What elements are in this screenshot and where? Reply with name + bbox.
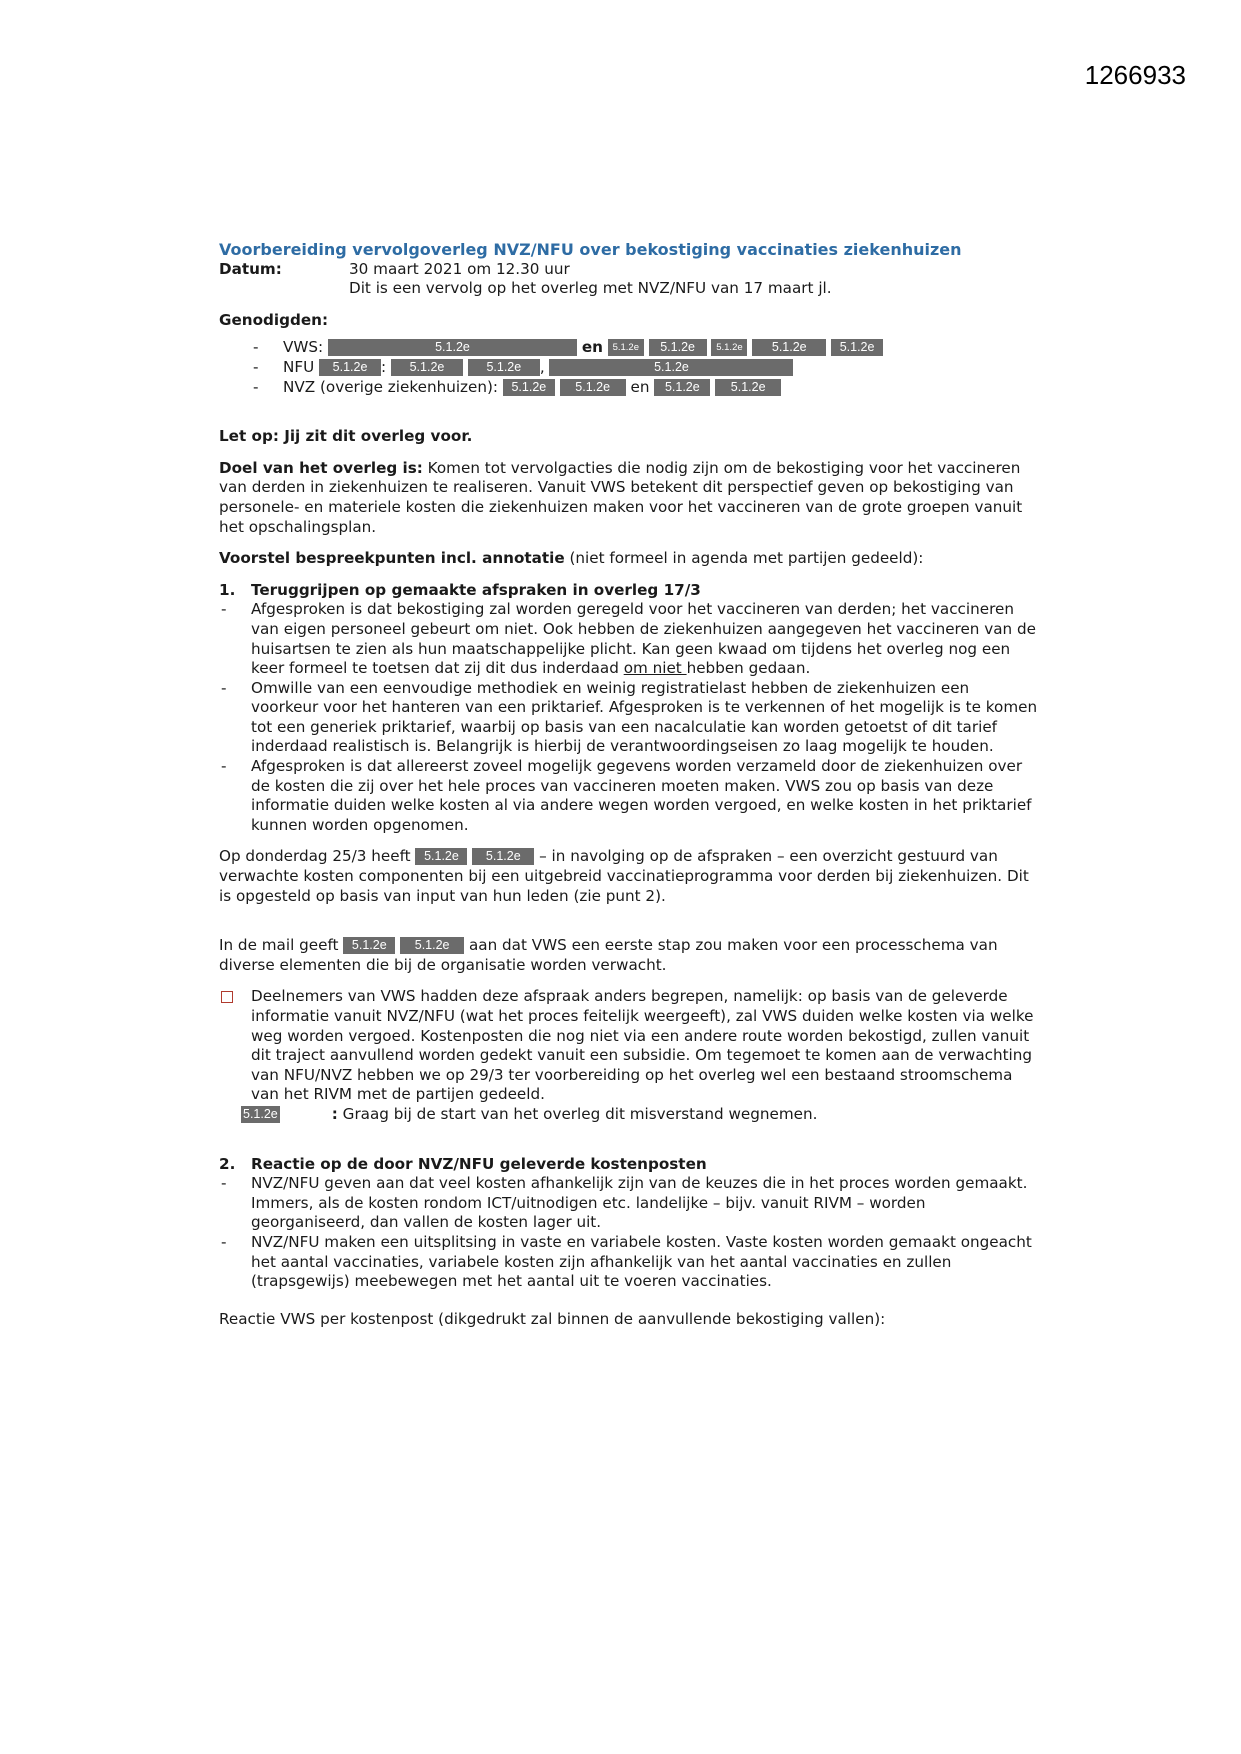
datum-row [219,260,1039,280]
redaction-box: 5.1.2e [831,339,883,356]
redaction-box: 5.1.2e [560,379,626,396]
redaction-box: 5.1.2e [715,379,781,396]
genodigde-nfu: - NFU 5.1.2e : 5.1.2e 5.1.2e , 5.1.2e [251,358,1039,378]
redaction-box: 5.1.2e [415,848,467,865]
redaction-box: 5.1.2e [391,359,463,376]
donderdag-paragraph: Op donderdag 25/3 heeft 5.1.2e 5.1.2e – in navolging op de afspraken – een overzicht gestuurd van verwachte kosten componenten bij een uitgebreid vaccinatieprogramma voor derden bij ziekenhuizen. Dit is opgesteld op basis van input van hun leden (zie punt 2). [219,847,1029,905]
list-item: - Afgesproken is dat bekostiging zal worden geregeld voor het vaccineren van derden; het vaccineren van eigen personeel gebeurt om niet. Ook hebben de ziekenhuizen aangegeven het vaccineren van de huisartsen te zien als hun maatschappelijke plicht. Kan geen kwaad om tijdens het overleg nog een keer formeel te toetsen dat zij dit dus inderdaad om niet hebben gedaan. [219,600,1039,678]
document-number: 1266933 [1084,60,1186,90]
redaction-box: 5.1.2e [468,359,540,376]
redaction-box: 5.1.2e [649,339,707,356]
let-op-note: Let op: Jij zit dit overleg voor. [219,427,473,446]
list-item: - Afgesproken is dat allereerst zoveel mogelijk gegevens worden verzameld door de ziekenhuizen over de kosten die zij over het hele proces van vaccineren moeten maken. VWS zou op basis van deze informatie duiden welke kosten al via andere wegen worden vergoed, en welke kosten in het priktarief kunnen worden opgenomen. [219,757,1039,835]
redaction-box: 5.1.2e [503,379,555,396]
genodigde-nvz: - NVZ (overige ziekenhuizen): 5.1.2e 5.1.2e en 5.1.2e 5.1.2e [251,378,1039,398]
genodigden-list [219,338,1039,397]
document-title: Voorbereiding vervolgoverleg NVZ/NFU over bekostiging vaccinaties ziekenhuizen [219,240,962,259]
redaction-box: 5.1.2e [608,339,644,356]
list-item: - NVZ/NFU geven aan dat veel kosten afhankelijk zijn van de keuzes die in het proces worden gemaakt. Immers, als de kosten rondom ICT/uitnodigen etc. landelijke – bijv. vanuit RIVM – worden georganiseerd, dan vallen de kosten lager uit. [219,1174,1039,1233]
misverstand-item: Deelnemers van VWS hadden deze afspraak anders begrepen, namelijk: op basis van de geleverde informatie vanuit NVZ/NFU (wat het proces feitelijk weergeeft), zal VWS duiden welke kosten via welke weg worden vergoed. Kostenposten die nog niet via een andere route worden bekostigd, zullen vanuit dit traject aanvullend worden gedekt vanuit een subsidie. Om tegemoet te komen aan de verwachting van NFU/NVZ hebben we op 29/3 ter voorbereiding op het overleg wel een bestaand stroomschema van het RIVM met de partijen gedeeld. 5.1.2e : Graag bij de start van het overleg dit misverstand wegnemen. [219,987,1039,1124]
datum-note: Dit is een vervolg op het overleg met NVZ/NFU van 17 maart jl. [349,279,832,298]
section-1-heading: 1. Teruggrijpen op gemaakte afspraken in overleg 17/3 [219,580,701,599]
voorstel-paragraph: Voorstel bespreekpunten incl. annotatie (niet formeel in agenda met partijen gedeeld): [219,549,924,568]
redaction-box: 5.1.2e [243,1106,278,1121]
list-item: - NVZ/NFU maken een uitsplitsing in vaste en variabele kosten. Vaste kosten worden gemaakt ongeacht het aantal vaccinaties, variabele kosten zijn afhankelijk van het aantal vaccinaties en zullen (trapsgewijs) meebewegen met het aantal uit te voeren vaccinaties. [219,1233,1039,1292]
datum-value: 30 maart 2021 om 12.30 uur [349,259,570,278]
redaction-box: 5.1.2e [328,339,577,356]
genodigden-label: Genodigden: [219,310,329,329]
checkbox-icon [221,991,233,1003]
datum-label: Datum: [219,259,282,278]
redaction-box: 5.1.2e [343,937,395,954]
redaction-box: 5.1.2e [472,848,534,865]
redaction-box: 5.1.2e [654,379,710,396]
redaction-box: 5.1.2e [711,339,747,356]
document-body [219,240,1039,1329]
section-2-heading: 2. Reactie op de door NVZ/NFU geleverde kostenposten [219,1154,707,1173]
datum-note-row [219,279,1039,299]
redaction-box: 5.1.2e [400,937,464,954]
genodigde-vws: - VWS: 5.1.2e en 5.1.2e 5.1.2e 5.1.2e 5.1.2e 5.1.2e [251,338,1039,358]
doel-paragraph: Doel van het overleg is: Komen tot vervolgacties die nodig zijn om de bekostiging voor het vaccineren van derden in ziekenhuizen te realiseren. Vanuit VWS betekent dit perspectief geven op bekostiging van personele- en materiele kosten die ziekenhuizen maken voor het vaccineren van de grote groepen vanuit het opschalingsplan. [219,458,1023,536]
redaction-box: 5.1.2e [319,359,381,376]
redaction-box: 5.1.2e [752,339,826,356]
section-1-list [219,600,1039,835]
redaction-box: 5.1.2e [549,359,793,376]
reactie-vws-paragraph: Reactie VWS per kostenpost (dikgedrukt zal binnen de aanvullende bekostiging vallen): [219,1309,886,1328]
section-2-list [219,1174,1039,1292]
mail-paragraph: In de mail geeft 5.1.2e 5.1.2e aan dat VWS een eerste stap zou maken voor een processchema van diverse elementen die bij de organisatie worden verwacht. [219,936,998,974]
list-item: - Omwille van een eenvoudige methodiek en weinig registratielast hebben de ziekenhuizen een voorkeur voor het hanteren van een priktarief. Afgesproken is te verkennen of het mogelijk is te komen tot een generiek priktarief, waarbij op basis van een nacalculatie kan worden getoetst of dit tarief inderdaad realistisch is. Belangrijk is hierbij de verantwoordingseisen zo laag mogelijk te houden. [219,679,1039,757]
